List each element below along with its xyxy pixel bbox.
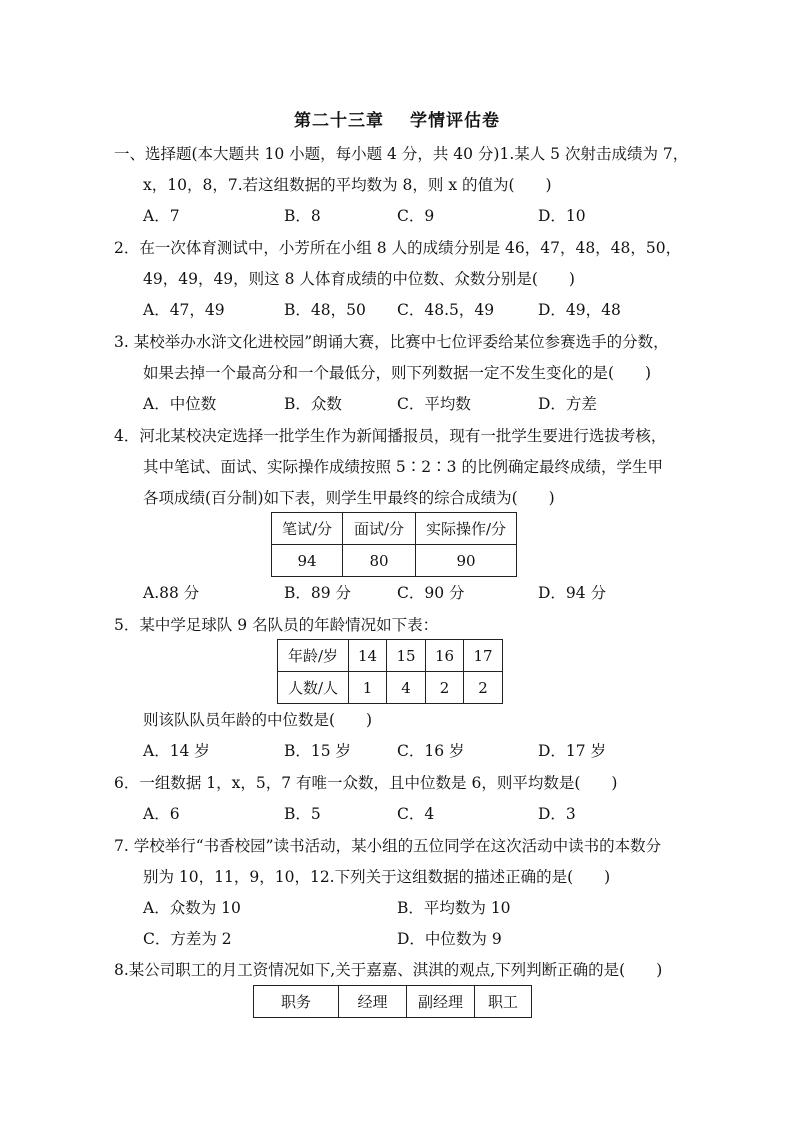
- q5-option-c: C．16 岁: [397, 742, 465, 760]
- q3-option-a: A．中位数: [143, 395, 217, 413]
- q6-option-b: B．5: [284, 805, 321, 823]
- q6-option-c: C．4: [397, 805, 435, 823]
- table-cell: 2: [426, 672, 464, 704]
- q7-option-c: C．方差为 2: [143, 930, 232, 948]
- q1-line2: x，10，8，7.若这组数据的平均数为 8，则 x 的值为( ): [143, 176, 552, 194]
- table-header: 职务: [254, 986, 339, 1018]
- table-header: 实际操作/分: [416, 513, 517, 545]
- q3-line2: 如果去掉一个最高分和一个最低分，则下列数据一定不发生变化的是( ): [143, 364, 652, 382]
- table-row: [254, 986, 532, 1018]
- title-chapter: 第二十三章: [294, 111, 384, 131]
- q5-option-a: A．14 岁: [143, 742, 210, 760]
- q7-option-d: D．中位数为 9: [397, 930, 502, 948]
- q3-line1: 3. 某校举办水浒文化进校园”朗诵大赛，比赛中七位评委给某位参赛选手的分数，: [114, 333, 669, 351]
- q4-score-table: [271, 512, 517, 577]
- q2-option-d: D．49，48: [538, 301, 621, 319]
- table-cell: 2: [464, 672, 503, 704]
- table-header: 笔试/分: [272, 513, 343, 545]
- table-header: 副经理: [407, 986, 475, 1018]
- table-cell: 17: [464, 640, 503, 672]
- q2-line2: 49，49，49，则这 8 人体育成绩的中位数、众数分别是( ): [143, 270, 575, 288]
- table-row: [278, 640, 503, 672]
- q4-option-a: A.88 分: [143, 584, 200, 602]
- q1-option-b: B．8: [284, 207, 321, 225]
- q4-line2: 其中笔试、面试、实际操作成绩按照 5∶2∶3 的比例确定最终成绩，学生甲: [143, 458, 663, 476]
- table-cell: 4: [387, 672, 426, 704]
- table-cell: 90: [416, 545, 517, 577]
- q1-option-d: D．10: [538, 207, 586, 225]
- q5-option-b: B．15 岁: [284, 742, 352, 760]
- q2-option-b: B．48，50: [284, 301, 366, 319]
- q2-line1: 2．在一次体育测试中，小芳所在小组 8 人的成绩分别是 46，47，48，48，50，: [114, 239, 682, 257]
- q1-line1: 一、选择题(本大题共 10 小题，每小题 4 分，共 40 分)1.某人 5 次射击成绩为 7，: [114, 145, 689, 163]
- q8-line1: 8.某公司职工的月工资情况如下,关于嘉嘉、淇淇的观点,下列判断正确的是( ): [114, 961, 663, 979]
- q3-option-d: D．方差: [538, 395, 597, 413]
- table-header: 职工: [475, 986, 532, 1018]
- q4-line3: 各项成绩(百分制)如下表，则学生甲最终的综合成绩为( ): [143, 489, 555, 507]
- q7-option-a: A．众数为 10: [143, 899, 241, 917]
- table-cell: 14: [349, 640, 387, 672]
- q4-option-c: C．90 分: [397, 584, 465, 602]
- table-cell: 15: [387, 640, 426, 672]
- table-row: [278, 672, 503, 704]
- table-cell: 94: [272, 545, 343, 577]
- q6-option-d: D．3: [538, 805, 576, 823]
- q4-option-b: B．89 分: [284, 584, 352, 602]
- q7-line2: 别为 10，11，9，10，12.下列关于这组数据的描述正确的是( ): [143, 868, 611, 886]
- q6-option-a: A．6: [143, 805, 180, 823]
- q2-option-c: C．48.5，49: [397, 301, 495, 319]
- q3-option-c: C．平均数: [397, 395, 471, 413]
- table-cell: 80: [343, 545, 416, 577]
- q1-option-c: C．9: [397, 207, 435, 225]
- q8-salary-table: [253, 985, 532, 1018]
- q5-option-d: D．17 岁: [538, 742, 607, 760]
- table-header: 人数/人: [278, 672, 349, 704]
- table-cell: 1: [349, 672, 387, 704]
- table-cell: 16: [426, 640, 464, 672]
- table-header: 面试/分: [343, 513, 416, 545]
- q1-option-a: A．7: [143, 207, 180, 225]
- q2-option-a: A．47，49: [143, 301, 225, 319]
- title-name: 学情评估卷: [410, 111, 500, 131]
- q3-option-b: B．众数: [284, 395, 342, 413]
- page-title: [0, 106, 794, 131]
- q6-line1: 6．一组数据 1，x，5，7 有唯一众数，且中位数是 6，则平均数是( ): [114, 774, 618, 792]
- table-header: 年龄/岁: [278, 640, 349, 672]
- q5-line2: 则该队队员年龄的中位数是( ): [143, 711, 373, 729]
- table-row: [272, 513, 517, 545]
- q7-line1: 7. 学校举行“书香校园”读书活动，某小组的五位同学在这次活动中读书的本数分: [114, 837, 662, 855]
- q4-line1: 4．河北某校决定选择一批学生作为新闻播报员，现有一批学生要进行选拔考核，: [114, 427, 667, 445]
- table-header: 经理: [339, 986, 407, 1018]
- q7-option-b: B．平均数为 10: [397, 899, 511, 917]
- table-row: [272, 545, 517, 577]
- q4-option-d: D．94 分: [538, 584, 607, 602]
- q5-age-table: [277, 639, 503, 704]
- q5-line1: 5．某中学足球队 9 名队员的年龄情况如下表：: [114, 616, 439, 634]
